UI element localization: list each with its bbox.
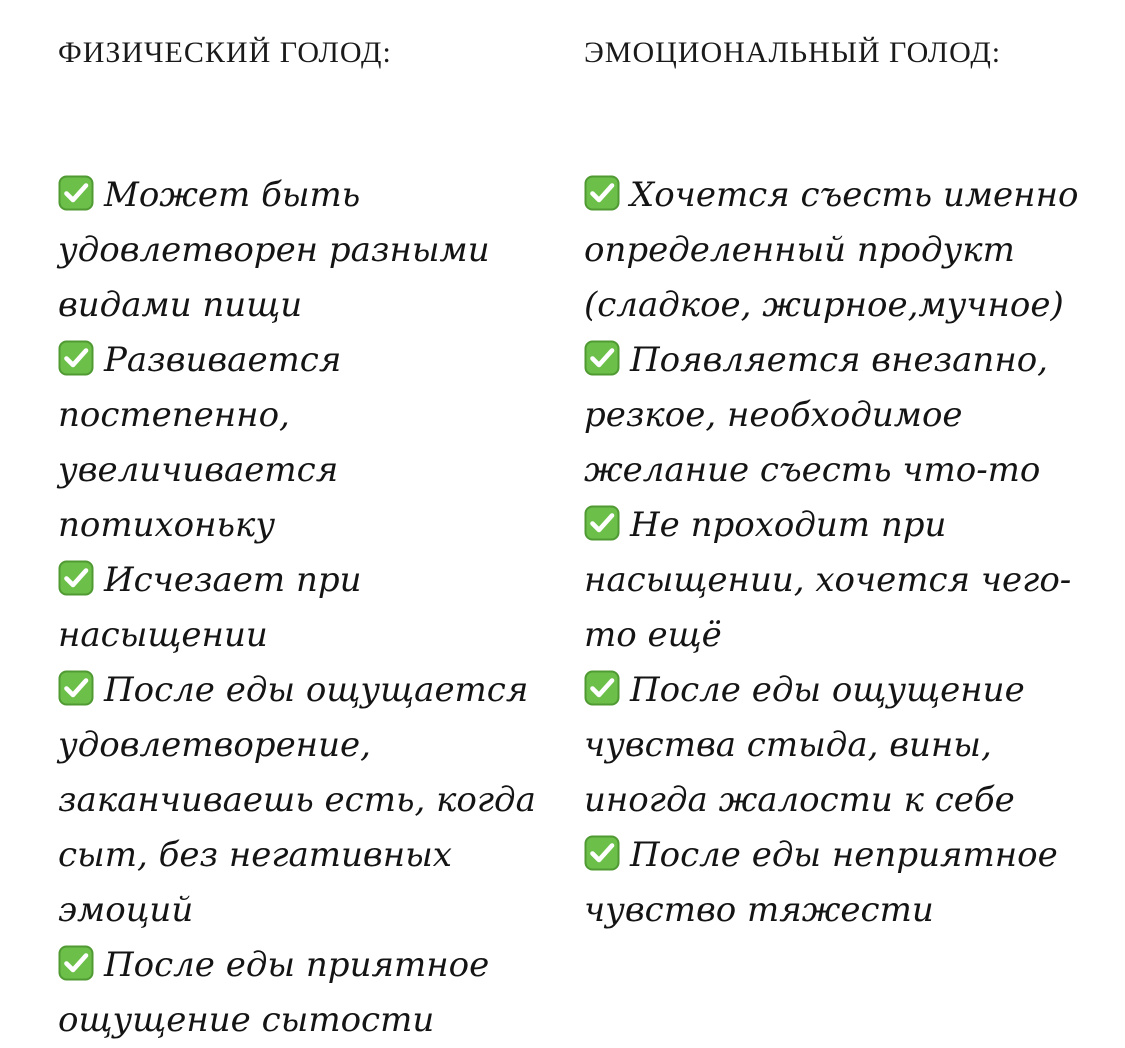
list-item-text: Не проходит при насыщении, хочется чего-то ещё bbox=[584, 505, 1072, 655]
list-item bbox=[58, 168, 538, 333]
list-item-text: После еды неприятное чувство тяжести bbox=[584, 835, 1058, 930]
check-mark-button-icon bbox=[584, 175, 620, 211]
list-item bbox=[584, 168, 1084, 333]
list-item-text: Развивается постепенно, увеличивается потихоньку bbox=[58, 340, 342, 545]
list-item bbox=[584, 828, 1084, 938]
list-item-text: Появляется внезапно, резкое, необходимое желание съесть что-то bbox=[584, 340, 1048, 490]
list-item bbox=[584, 663, 1084, 828]
list-item-text: Может быть удовлетворен разными видами пищи bbox=[58, 175, 490, 325]
check-mark-button-icon bbox=[58, 670, 94, 706]
list-item bbox=[58, 938, 538, 1048]
list-item bbox=[58, 663, 538, 938]
check-mark-button-icon bbox=[58, 945, 94, 981]
list-item bbox=[584, 333, 1084, 498]
list-item-text: После еды ощущение чувства стыда, вины, иногда жалости к себе bbox=[584, 670, 1025, 820]
check-mark-button-icon bbox=[58, 340, 94, 376]
physical-hunger-heading: ФИЗИЧЕСКИЙ ГОЛОД: bbox=[58, 36, 392, 69]
list-item-text: После еды ощущается удовлетворение, заканчиваешь есть, когда сыт, без негативных эмоций bbox=[58, 670, 536, 930]
list-item-text: После еды приятное ощущение сытости bbox=[58, 945, 490, 1040]
list-item bbox=[584, 498, 1084, 663]
check-mark-button-icon bbox=[58, 560, 94, 596]
check-mark-button-icon bbox=[584, 670, 620, 706]
emotional-hunger-list bbox=[584, 168, 1084, 938]
check-mark-button-icon bbox=[584, 340, 620, 376]
physical-hunger-list bbox=[58, 168, 538, 1048]
list-item-text: Хочется съесть именно определенный продукт (сладкое, жирное,мучное) bbox=[584, 175, 1079, 325]
emotional-hunger-heading: ЭМОЦИОНАЛЬНЫЙ ГОЛОД: bbox=[584, 36, 1002, 69]
check-mark-button-icon bbox=[58, 175, 94, 211]
list-item bbox=[58, 333, 538, 553]
check-mark-button-icon bbox=[584, 505, 620, 541]
list-item bbox=[58, 553, 538, 663]
list-item-text: Исчезает при насыщении bbox=[58, 560, 362, 655]
check-mark-button-icon bbox=[584, 835, 620, 871]
